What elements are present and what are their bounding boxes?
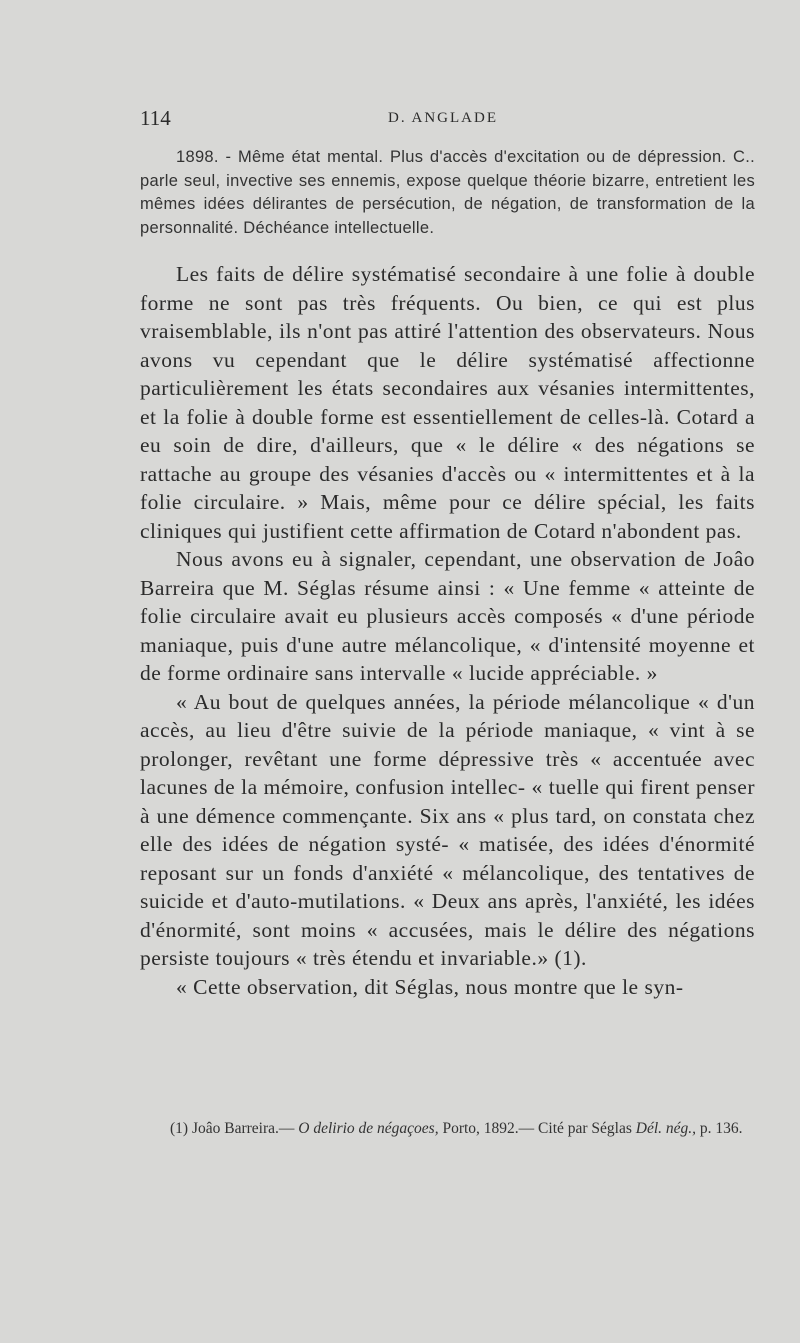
paragraph-4: « Cette observation, dit Séglas, nous montre que le syn- [176, 974, 684, 999]
case-paragraph: 1898. - Même état mental. Plus d'accès d'excitation ou de dépression. C.. parle seul, invective ses ennemis, expose quelque théorie bizarre, entretient les mêmes idées délirantes de persécution, de négation, de transformation de la personnalité. Déchéance intellectuelle. [140, 148, 755, 237]
footnote-title: O delirio de négaçoes, [298, 1120, 439, 1137]
paragraph-2: Nous avons eu à signaler, cependant, une observation de Joâo Barreira que M. Séglas résume ainsi : « Une femme « atteinte de folie circulaire avait eu plusieurs accès composés « d'une période maniaque, puis d'une autre mélancolique, « d'intensité moyenne et de forme ordinaire sans intervalle « lucide appréciable. » [140, 547, 755, 685]
running-head: D. ANGLADE [388, 110, 498, 126]
footnote-page: p. 136. [699, 1120, 743, 1137]
footnote [140, 1118, 755, 1140]
footnote-marker: (1) [170, 1120, 189, 1137]
footnote-author: Joâo Barreira.— [191, 1120, 295, 1137]
footnote-abbrev: Dél. nég., [635, 1120, 697, 1137]
footnote-rest: Porto, 1892.— Cité par Séglas [442, 1120, 632, 1137]
paragraph-1: Les faits de délire systématisé secondaire à une folie à double forme ne sont pas très fréquents. Ou bien, ce qui est plus vraisemblable, ils n'ont pas attiré l'attention des observateurs. Nous avons vu cependant que le délire systématisé affectionne particulièrement les états secondaires aux vésanies intermittentes, et la folie à double forme est essentiellement de celles-là. Cotard a eu soin de dire, d'ailleurs, que « le délire « des négations se rattache au groupe des vésanies d'accès ou « intermittentes et à la folie circulaire. » Mais, même pour ce délire spécial, les faits cliniques qui justifient cette affirmation de Cotard n'abondent pas. [140, 262, 755, 543]
case-note [140, 146, 755, 240]
page-header [140, 106, 720, 134]
paragraph-3: « Au bout de quelques années, la période mélancolique « d'un accès, au lieu d'être suivie de la période maniaque, « vint à se prolonger, revêtant une forme dépressive très « accentuée avec lacunes de la mémoire, confusion intellec- « tuelle qui firent penser à une démence commençante. Six ans « plus tard, on constata chez elle des idées de négation systé- « matisée, des idées d'énormité reposant sur un fonds d'anxiété « mélancolique, des tentatives de suicide et d'auto-mutilations. « Deux ans après, l'anxiété, les idées d'énormité, sont moins « accusées, mais le délire des négations persiste toujours « très étendu et invariable.» (1). [140, 689, 755, 970]
main-text [140, 260, 755, 1001]
page-number: 114 [140, 106, 171, 130]
